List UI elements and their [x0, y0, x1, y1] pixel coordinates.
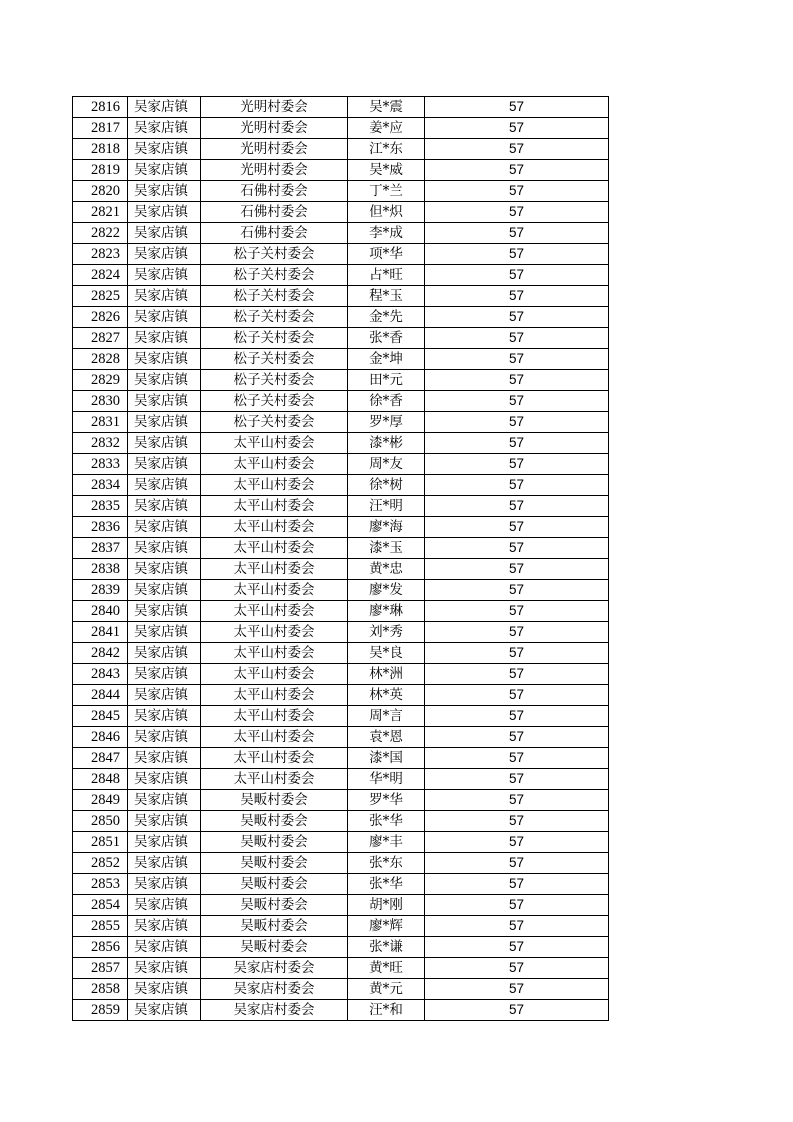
- amount-cell: 57: [425, 349, 609, 370]
- table-row: [73, 307, 609, 328]
- serial-number-cell: 2821: [73, 202, 128, 223]
- table-row: [73, 727, 609, 748]
- amount-cell: 57: [425, 433, 609, 454]
- village-cell: 光明村委会: [201, 97, 348, 118]
- name-cell: 汪*明: [348, 496, 425, 517]
- village-cell: 太平山村委会: [201, 475, 348, 496]
- village-cell: 吴家店村委会: [201, 958, 348, 979]
- serial-number-cell: 2858: [73, 979, 128, 1000]
- village-cell: 太平山村委会: [201, 454, 348, 475]
- town-cell: 吴家店镇: [128, 412, 201, 433]
- town-cell: 吴家店镇: [128, 685, 201, 706]
- table-row: [73, 664, 609, 685]
- table-row: [73, 895, 609, 916]
- name-cell: 漆*玉: [348, 538, 425, 559]
- village-cell: 太平山村委会: [201, 559, 348, 580]
- serial-number-cell: 2823: [73, 244, 128, 265]
- serial-number-cell: 2816: [73, 97, 128, 118]
- amount-cell: 57: [425, 727, 609, 748]
- amount-cell: 57: [425, 496, 609, 517]
- name-cell: 姜*应: [348, 118, 425, 139]
- serial-number-cell: 2840: [73, 601, 128, 622]
- table-row: [73, 601, 609, 622]
- table-row: [73, 286, 609, 307]
- amount-cell: 57: [425, 307, 609, 328]
- name-cell: 程*玉: [348, 286, 425, 307]
- village-cell: 太平山村委会: [201, 601, 348, 622]
- name-cell: 江*东: [348, 139, 425, 160]
- table-body: [73, 97, 609, 1021]
- name-cell: 胡*刚: [348, 895, 425, 916]
- village-cell: 吴畈村委会: [201, 895, 348, 916]
- town-cell: 吴家店镇: [128, 811, 201, 832]
- table-row: [73, 433, 609, 454]
- village-cell: 松子关村委会: [201, 412, 348, 433]
- amount-cell: 57: [425, 286, 609, 307]
- name-cell: 汪*和: [348, 1000, 425, 1021]
- name-cell: 漆*彬: [348, 433, 425, 454]
- table-row: [73, 1000, 609, 1021]
- amount-cell: 57: [425, 475, 609, 496]
- name-cell: 项*华: [348, 244, 425, 265]
- table-row: [73, 811, 609, 832]
- village-cell: 吴畈村委会: [201, 937, 348, 958]
- town-cell: 吴家店镇: [128, 664, 201, 685]
- serial-number-cell: 2842: [73, 643, 128, 664]
- table-row: [73, 643, 609, 664]
- name-cell: 罗*华: [348, 790, 425, 811]
- serial-number-cell: 2834: [73, 475, 128, 496]
- amount-cell: 57: [425, 958, 609, 979]
- name-cell: 周*言: [348, 706, 425, 727]
- village-cell: 吴家店村委会: [201, 979, 348, 1000]
- table-row: [73, 97, 609, 118]
- table-row: [73, 202, 609, 223]
- village-cell: 吴畈村委会: [201, 874, 348, 895]
- name-cell: 林*洲: [348, 664, 425, 685]
- amount-cell: 57: [425, 328, 609, 349]
- name-cell: 廖*海: [348, 517, 425, 538]
- table-row: [73, 538, 609, 559]
- town-cell: 吴家店镇: [128, 538, 201, 559]
- name-cell: 廖*辉: [348, 916, 425, 937]
- table-row: [73, 832, 609, 853]
- amount-cell: 57: [425, 916, 609, 937]
- serial-number-cell: 2852: [73, 853, 128, 874]
- town-cell: 吴家店镇: [128, 307, 201, 328]
- table-row: [73, 475, 609, 496]
- table-row: [73, 769, 609, 790]
- name-cell: 但*炽: [348, 202, 425, 223]
- serial-number-cell: 2856: [73, 937, 128, 958]
- amount-cell: 57: [425, 160, 609, 181]
- amount-cell: 57: [425, 202, 609, 223]
- town-cell: 吴家店镇: [128, 286, 201, 307]
- village-cell: 吴畈村委会: [201, 853, 348, 874]
- town-cell: 吴家店镇: [128, 118, 201, 139]
- name-cell: 廖*丰: [348, 832, 425, 853]
- village-cell: 太平山村委会: [201, 748, 348, 769]
- town-cell: 吴家店镇: [128, 244, 201, 265]
- table-row: [73, 517, 609, 538]
- name-cell: 林*英: [348, 685, 425, 706]
- table-row: [73, 118, 609, 139]
- table-row: [73, 349, 609, 370]
- table-row: [73, 223, 609, 244]
- serial-number-cell: 2827: [73, 328, 128, 349]
- town-cell: 吴家店镇: [128, 1000, 201, 1021]
- town-cell: 吴家店镇: [128, 958, 201, 979]
- table-row: [73, 160, 609, 181]
- table-row: [73, 916, 609, 937]
- village-cell: 光明村委会: [201, 118, 348, 139]
- serial-number-cell: 2850: [73, 811, 128, 832]
- serial-number-cell: 2843: [73, 664, 128, 685]
- serial-number-cell: 2820: [73, 181, 128, 202]
- village-cell: 吴畈村委会: [201, 790, 348, 811]
- name-cell: 徐*香: [348, 391, 425, 412]
- table-row: [73, 181, 609, 202]
- amount-cell: 57: [425, 244, 609, 265]
- serial-number-cell: 2826: [73, 307, 128, 328]
- table-row: [73, 559, 609, 580]
- table-row: [73, 328, 609, 349]
- town-cell: 吴家店镇: [128, 160, 201, 181]
- amount-cell: 57: [425, 118, 609, 139]
- name-cell: 袁*恩: [348, 727, 425, 748]
- name-cell: 黄*旺: [348, 958, 425, 979]
- town-cell: 吴家店镇: [128, 580, 201, 601]
- amount-cell: 57: [425, 664, 609, 685]
- town-cell: 吴家店镇: [128, 454, 201, 475]
- serial-number-cell: 2832: [73, 433, 128, 454]
- serial-number-cell: 2818: [73, 139, 128, 160]
- village-cell: 松子关村委会: [201, 391, 348, 412]
- table-row: [73, 685, 609, 706]
- amount-cell: 57: [425, 265, 609, 286]
- village-cell: 松子关村委会: [201, 286, 348, 307]
- village-cell: 太平山村委会: [201, 664, 348, 685]
- village-cell: 光明村委会: [201, 160, 348, 181]
- town-cell: 吴家店镇: [128, 790, 201, 811]
- serial-number-cell: 2819: [73, 160, 128, 181]
- amount-cell: 57: [425, 223, 609, 244]
- town-cell: 吴家店镇: [128, 139, 201, 160]
- amount-cell: 57: [425, 454, 609, 475]
- amount-cell: 57: [425, 97, 609, 118]
- amount-cell: 57: [425, 811, 609, 832]
- town-cell: 吴家店镇: [128, 748, 201, 769]
- amount-cell: 57: [425, 937, 609, 958]
- town-cell: 吴家店镇: [128, 391, 201, 412]
- town-cell: 吴家店镇: [128, 181, 201, 202]
- name-cell: 周*友: [348, 454, 425, 475]
- table-row: [73, 874, 609, 895]
- table-row: [73, 370, 609, 391]
- amount-cell: 57: [425, 517, 609, 538]
- name-cell: 丁*兰: [348, 181, 425, 202]
- serial-number-cell: 2835: [73, 496, 128, 517]
- amount-cell: 57: [425, 139, 609, 160]
- town-cell: 吴家店镇: [128, 853, 201, 874]
- village-cell: 太平山村委会: [201, 580, 348, 601]
- table-row: [73, 391, 609, 412]
- village-cell: 石佛村委会: [201, 223, 348, 244]
- table-row: [73, 706, 609, 727]
- town-cell: 吴家店镇: [128, 202, 201, 223]
- data-sheet: [72, 96, 608, 1021]
- village-cell: 松子关村委会: [201, 244, 348, 265]
- serial-number-cell: 2846: [73, 727, 128, 748]
- village-cell: 太平山村委会: [201, 538, 348, 559]
- name-cell: 张*东: [348, 853, 425, 874]
- name-cell: 金*先: [348, 307, 425, 328]
- town-cell: 吴家店镇: [128, 895, 201, 916]
- town-cell: 吴家店镇: [128, 622, 201, 643]
- serial-number-cell: 2831: [73, 412, 128, 433]
- village-cell: 太平山村委会: [201, 622, 348, 643]
- name-cell: 刘*秀: [348, 622, 425, 643]
- table-row: [73, 496, 609, 517]
- table-row: [73, 412, 609, 433]
- village-cell: 太平山村委会: [201, 496, 348, 517]
- amount-cell: 57: [425, 391, 609, 412]
- amount-cell: 57: [425, 769, 609, 790]
- amount-cell: 57: [425, 748, 609, 769]
- serial-number-cell: 2824: [73, 265, 128, 286]
- town-cell: 吴家店镇: [128, 433, 201, 454]
- name-cell: 吴*威: [348, 160, 425, 181]
- town-cell: 吴家店镇: [128, 727, 201, 748]
- serial-number-cell: 2859: [73, 1000, 128, 1021]
- amount-cell: 57: [425, 622, 609, 643]
- table-row: [73, 139, 609, 160]
- town-cell: 吴家店镇: [128, 370, 201, 391]
- village-cell: 松子关村委会: [201, 307, 348, 328]
- name-cell: 廖*发: [348, 580, 425, 601]
- name-cell: 张*华: [348, 811, 425, 832]
- town-cell: 吴家店镇: [128, 769, 201, 790]
- serial-number-cell: 2857: [73, 958, 128, 979]
- town-cell: 吴家店镇: [128, 223, 201, 244]
- town-cell: 吴家店镇: [128, 832, 201, 853]
- subsidy-table: [72, 96, 609, 1021]
- name-cell: 田*元: [348, 370, 425, 391]
- serial-number-cell: 2853: [73, 874, 128, 895]
- serial-number-cell: 2836: [73, 517, 128, 538]
- serial-number-cell: 2855: [73, 916, 128, 937]
- name-cell: 徐*树: [348, 475, 425, 496]
- town-cell: 吴家店镇: [128, 916, 201, 937]
- table-row: [73, 265, 609, 286]
- town-cell: 吴家店镇: [128, 349, 201, 370]
- name-cell: 张*谦: [348, 937, 425, 958]
- amount-cell: 57: [425, 1000, 609, 1021]
- amount-cell: 57: [425, 370, 609, 391]
- name-cell: 黄*元: [348, 979, 425, 1000]
- village-cell: 光明村委会: [201, 139, 348, 160]
- table-row: [73, 454, 609, 475]
- town-cell: 吴家店镇: [128, 328, 201, 349]
- table-row: [73, 244, 609, 265]
- serial-number-cell: 2822: [73, 223, 128, 244]
- amount-cell: 57: [425, 832, 609, 853]
- serial-number-cell: 2829: [73, 370, 128, 391]
- serial-number-cell: 2817: [73, 118, 128, 139]
- town-cell: 吴家店镇: [128, 265, 201, 286]
- village-cell: 石佛村委会: [201, 181, 348, 202]
- town-cell: 吴家店镇: [128, 937, 201, 958]
- name-cell: 吴*良: [348, 643, 425, 664]
- serial-number-cell: 2841: [73, 622, 128, 643]
- amount-cell: 57: [425, 412, 609, 433]
- amount-cell: 57: [425, 706, 609, 727]
- town-cell: 吴家店镇: [128, 601, 201, 622]
- village-cell: 太平山村委会: [201, 706, 348, 727]
- name-cell: 漆*国: [348, 748, 425, 769]
- amount-cell: 57: [425, 643, 609, 664]
- table-row: [73, 580, 609, 601]
- amount-cell: 57: [425, 790, 609, 811]
- amount-cell: 57: [425, 895, 609, 916]
- name-cell: 金*坤: [348, 349, 425, 370]
- serial-number-cell: 2839: [73, 580, 128, 601]
- village-cell: 吴畈村委会: [201, 832, 348, 853]
- name-cell: 华*明: [348, 769, 425, 790]
- name-cell: 张*华: [348, 874, 425, 895]
- town-cell: 吴家店镇: [128, 643, 201, 664]
- village-cell: 吴家店村委会: [201, 1000, 348, 1021]
- amount-cell: 57: [425, 538, 609, 559]
- village-cell: 太平山村委会: [201, 433, 348, 454]
- name-cell: 张*香: [348, 328, 425, 349]
- town-cell: 吴家店镇: [128, 874, 201, 895]
- serial-number-cell: 2847: [73, 748, 128, 769]
- table-row: [73, 958, 609, 979]
- name-cell: 罗*厚: [348, 412, 425, 433]
- serial-number-cell: 2845: [73, 706, 128, 727]
- table-row: [73, 979, 609, 1000]
- village-cell: 太平山村委会: [201, 685, 348, 706]
- village-cell: 太平山村委会: [201, 769, 348, 790]
- serial-number-cell: 2825: [73, 286, 128, 307]
- serial-number-cell: 2828: [73, 349, 128, 370]
- amount-cell: 57: [425, 685, 609, 706]
- table-row: [73, 937, 609, 958]
- serial-number-cell: 2849: [73, 790, 128, 811]
- village-cell: 松子关村委会: [201, 370, 348, 391]
- name-cell: 黄*忠: [348, 559, 425, 580]
- table-row: [73, 790, 609, 811]
- serial-number-cell: 2851: [73, 832, 128, 853]
- serial-number-cell: 2844: [73, 685, 128, 706]
- amount-cell: 57: [425, 874, 609, 895]
- amount-cell: 57: [425, 559, 609, 580]
- serial-number-cell: 2837: [73, 538, 128, 559]
- name-cell: 李*成: [348, 223, 425, 244]
- town-cell: 吴家店镇: [128, 97, 201, 118]
- village-cell: 松子关村委会: [201, 265, 348, 286]
- name-cell: 廖*琳: [348, 601, 425, 622]
- village-cell: 太平山村委会: [201, 727, 348, 748]
- village-cell: 松子关村委会: [201, 328, 348, 349]
- amount-cell: 57: [425, 601, 609, 622]
- town-cell: 吴家店镇: [128, 517, 201, 538]
- table-row: [73, 853, 609, 874]
- village-cell: 太平山村委会: [201, 517, 348, 538]
- name-cell: 吴*震: [348, 97, 425, 118]
- village-cell: 吴畈村委会: [201, 916, 348, 937]
- table-row: [73, 622, 609, 643]
- amount-cell: 57: [425, 181, 609, 202]
- serial-number-cell: 2838: [73, 559, 128, 580]
- village-cell: 松子关村委会: [201, 349, 348, 370]
- village-cell: 太平山村委会: [201, 643, 348, 664]
- amount-cell: 57: [425, 853, 609, 874]
- village-cell: 吴畈村委会: [201, 811, 348, 832]
- amount-cell: 57: [425, 979, 609, 1000]
- name-cell: 占*旺: [348, 265, 425, 286]
- serial-number-cell: 2854: [73, 895, 128, 916]
- serial-number-cell: 2830: [73, 391, 128, 412]
- serial-number-cell: 2848: [73, 769, 128, 790]
- table-row: [73, 748, 609, 769]
- town-cell: 吴家店镇: [128, 475, 201, 496]
- amount-cell: 57: [425, 580, 609, 601]
- town-cell: 吴家店镇: [128, 706, 201, 727]
- town-cell: 吴家店镇: [128, 559, 201, 580]
- serial-number-cell: 2833: [73, 454, 128, 475]
- town-cell: 吴家店镇: [128, 979, 201, 1000]
- village-cell: 石佛村委会: [201, 202, 348, 223]
- town-cell: 吴家店镇: [128, 496, 201, 517]
